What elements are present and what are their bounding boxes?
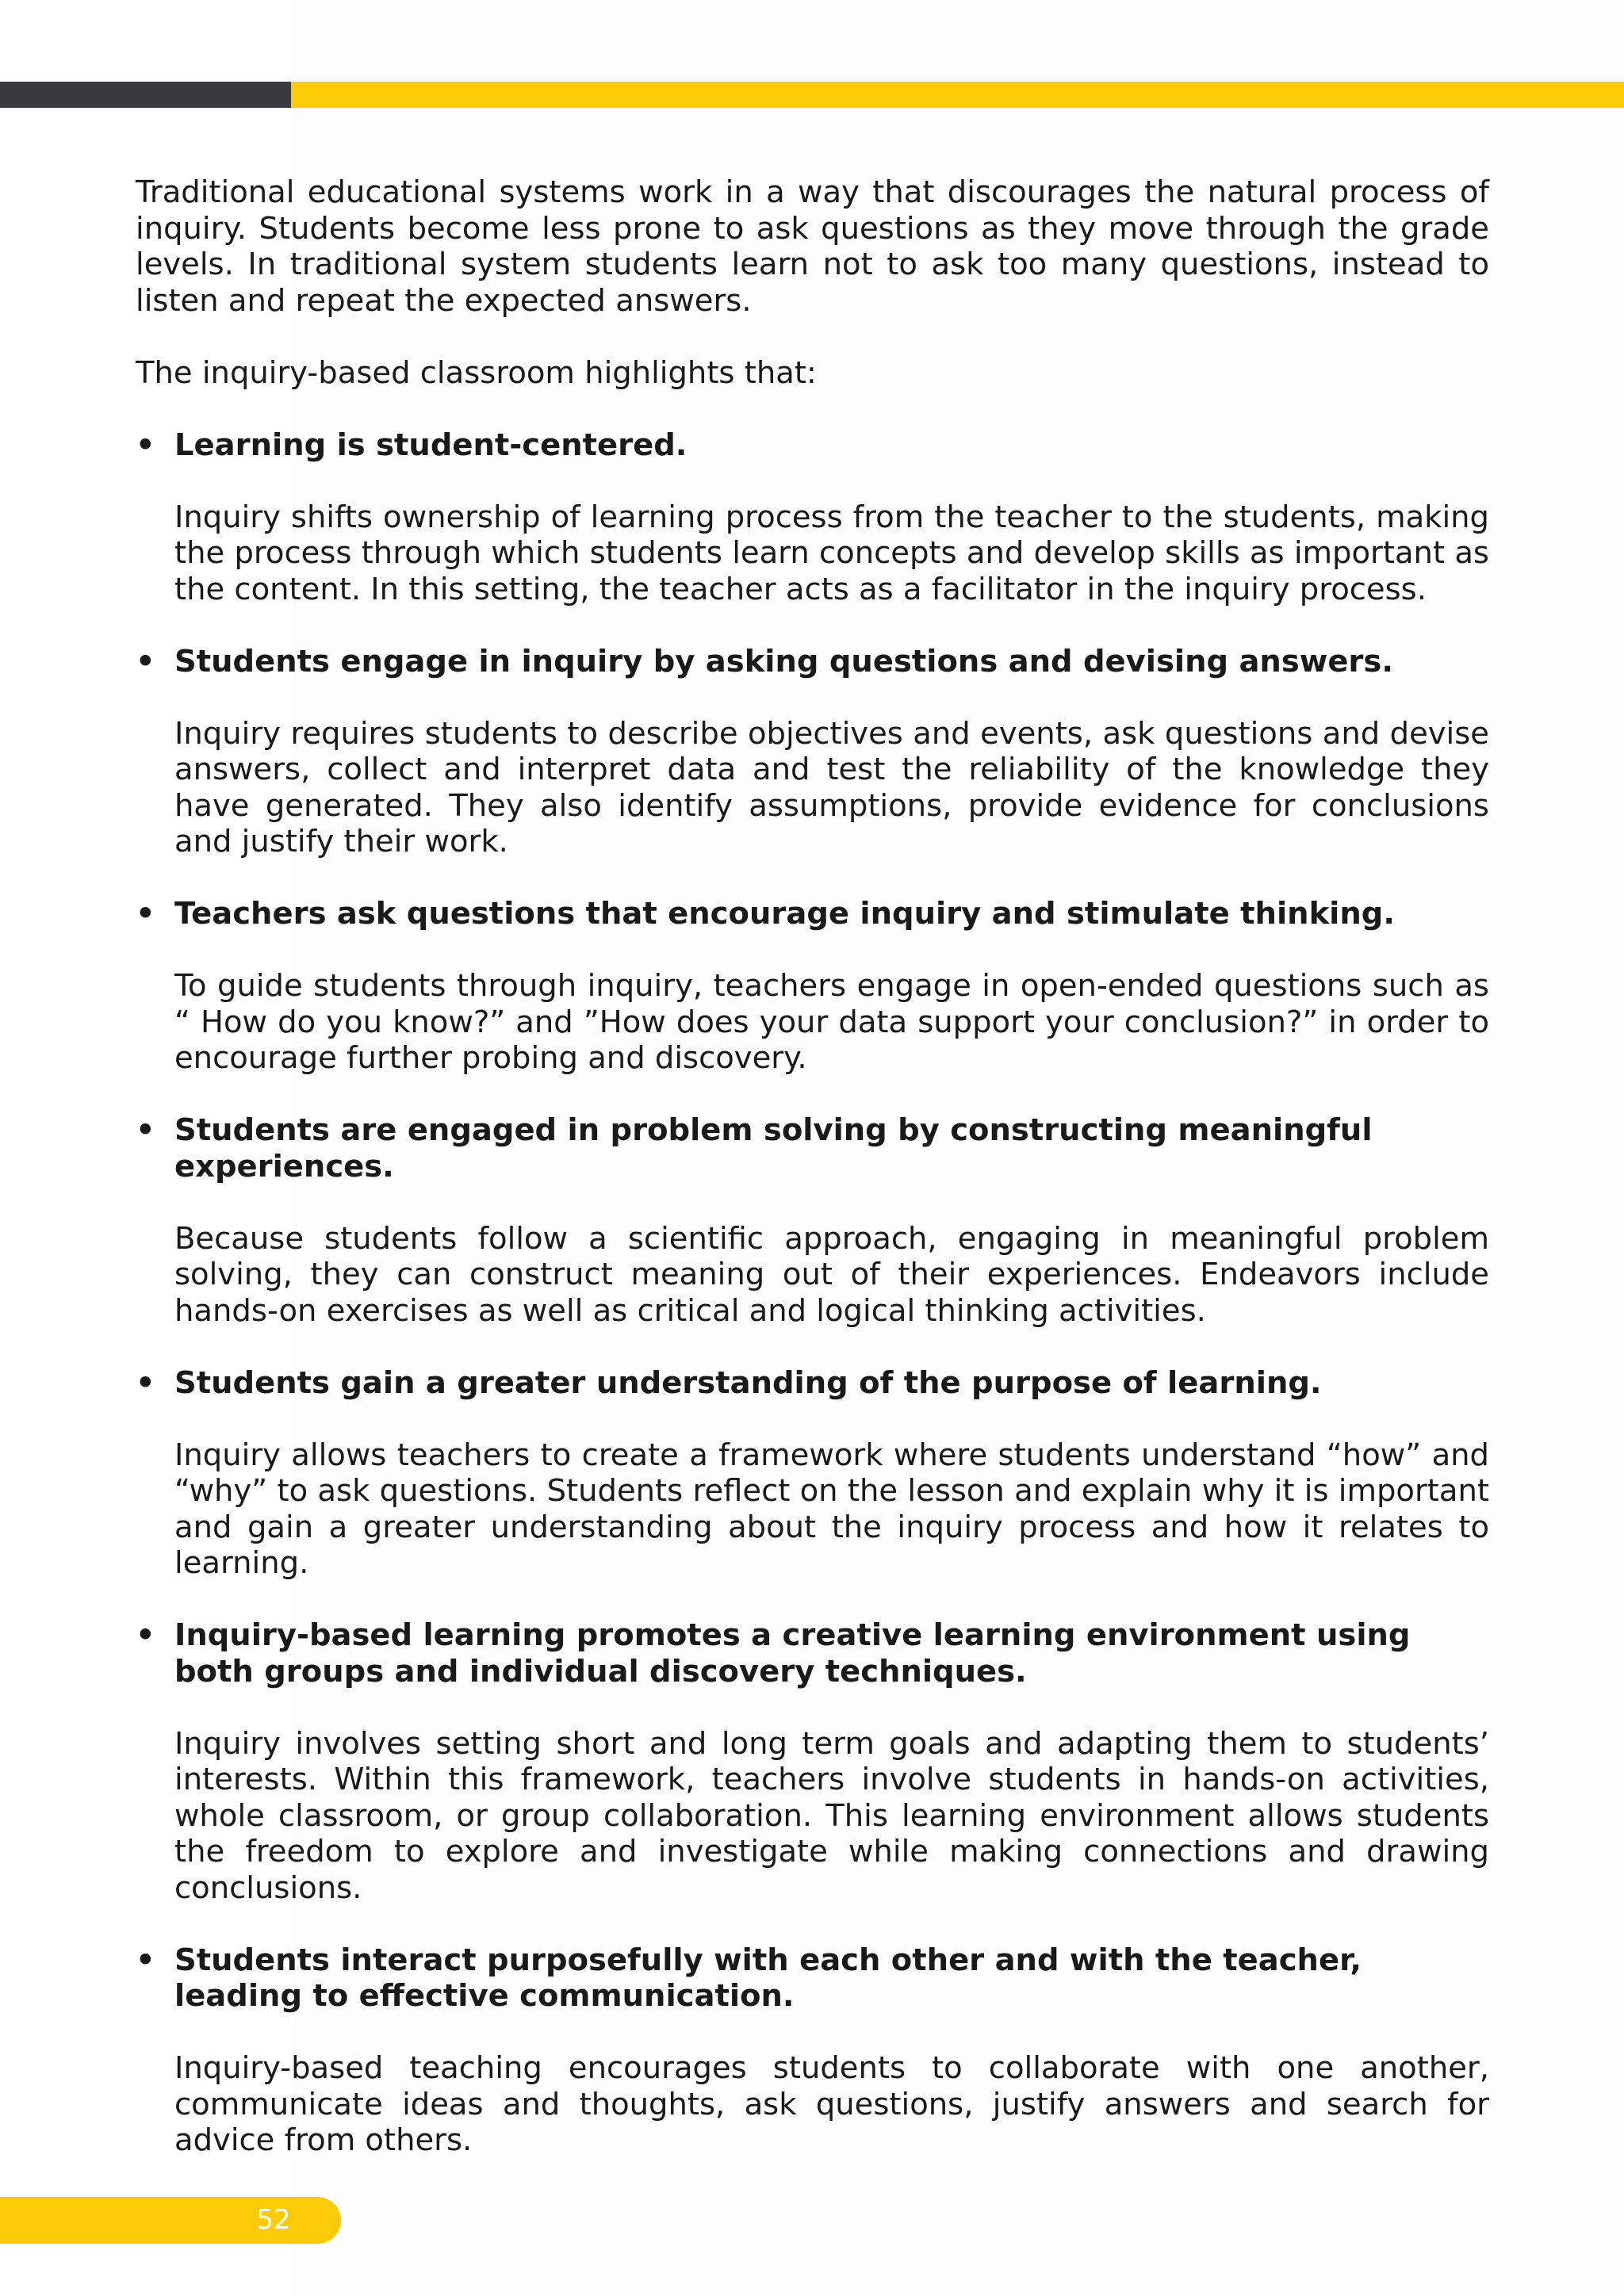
bullet-heading [136,1112,1489,1184]
bullet-heading-text: Students engage in inquiry by asking questions and devising answers. [174,643,1393,679]
bullet-body: Inquiry shifts ownership of learning process from the teacher to the students, making the process through which students learn concepts and develop skills as important as the content. In this setting, the teacher acts as a facilitator in the inquiry process. [174,499,1489,607]
bullet-heading [136,1617,1489,1689]
intro-lead: The inquiry-based classroom highlights that: [136,354,817,391]
bullet-body: To guide students through inquiry, teachers engage in open-ended questions such as “ How do you know?” and ”How does your data support your conclusion?” in order to encourage further probing and discovery. [174,968,1489,1076]
list-item [136,1617,1489,1906]
bullet-icon: • [136,1942,155,1978]
list-item [136,427,1489,608]
bullet-icon: • [136,1617,155,1653]
list-item [136,1365,1489,1582]
bullet-heading-text: Students interact purposefully with each other and with the teacher, leading to effective communication. [174,1942,1362,2014]
bullet-icon: • [136,427,155,463]
bullet-body: Because students follow a scientific approach, engaging in meaningful problem solving, they can construct meaning out of their experiences. Endeavors include hands-on exercises as well as critical and logical thinking activities. [174,1220,1489,1329]
bullet-icon: • [136,896,155,932]
list-item [136,1942,1489,2159]
list-item [136,896,1489,1077]
bullet-heading-text: Students are engaged in problem solving by constructing meaningful experiences. [174,1112,1373,1184]
header-bar-accent [291,82,1624,108]
list-item [136,644,1489,860]
bullet-body: Inquiry involves setting short and long term goals and adapting them to students’ interests. Within this framework, teachers involve students in hands-on activities, whole classroom, or group collaboration. This learning environment allows students the freedom to explore and investigate while making connections and drawing conclusions. [174,1725,1489,1906]
bullet-heading [136,1942,1489,2015]
bullet-heading [136,644,1489,680]
bullet-icon: • [136,1112,155,1148]
bullet-icon: • [136,1364,155,1401]
bullet-heading-text: Inquiry-based learning promotes a creative learning environment using both groups and individual discovery techniques. [174,1617,1411,1689]
header-bar-dark [0,82,291,108]
list-item [136,1112,1489,1329]
bullet-heading [136,896,1489,932]
bullet-heading-text: Teachers ask questions that encourage inquiry and stimulate thinking. [174,896,1395,932]
bullet-body: Inquiry allows teachers to create a framework where students understand “how” and “why” to ask questions. Students reflect on the lesson and explain why it is important and gain a greater understanding about the inquiry process and how it relates to learning. [174,1437,1489,1581]
bullet-heading [136,1365,1489,1402]
page-content [136,174,1489,2195]
bullet-heading [136,427,1489,464]
page-number: 52 [256,2204,291,2236]
bullet-body: Inquiry requires students to describe objectives and events, ask questions and devise answers, collect and interpret data and test the reliability of the knowledge they have generated. They also identify assumptions, provide evidence for conclusions and justify their work. [174,715,1489,859]
bullet-body: Inquiry-based teaching encourages students to collaborate with one another, communicate ideas and thoughts, ask questions, justify answers and search for advice from others. [174,2050,1489,2158]
intro-paragraph: Traditional educational systems work in a way that discourages the natural process of inquiry. Students become less prone to ask questions as they move through the grade levels. In traditional system students learn not to ask too many questions, instead to listen and repeat the expected answers. [136,174,1489,319]
bullet-icon: • [136,643,155,679]
bullet-heading-text: Students gain a greater understanding of the purpose of learning. [174,1364,1322,1401]
bullet-heading-text: Learning is student-centered. [174,427,688,463]
